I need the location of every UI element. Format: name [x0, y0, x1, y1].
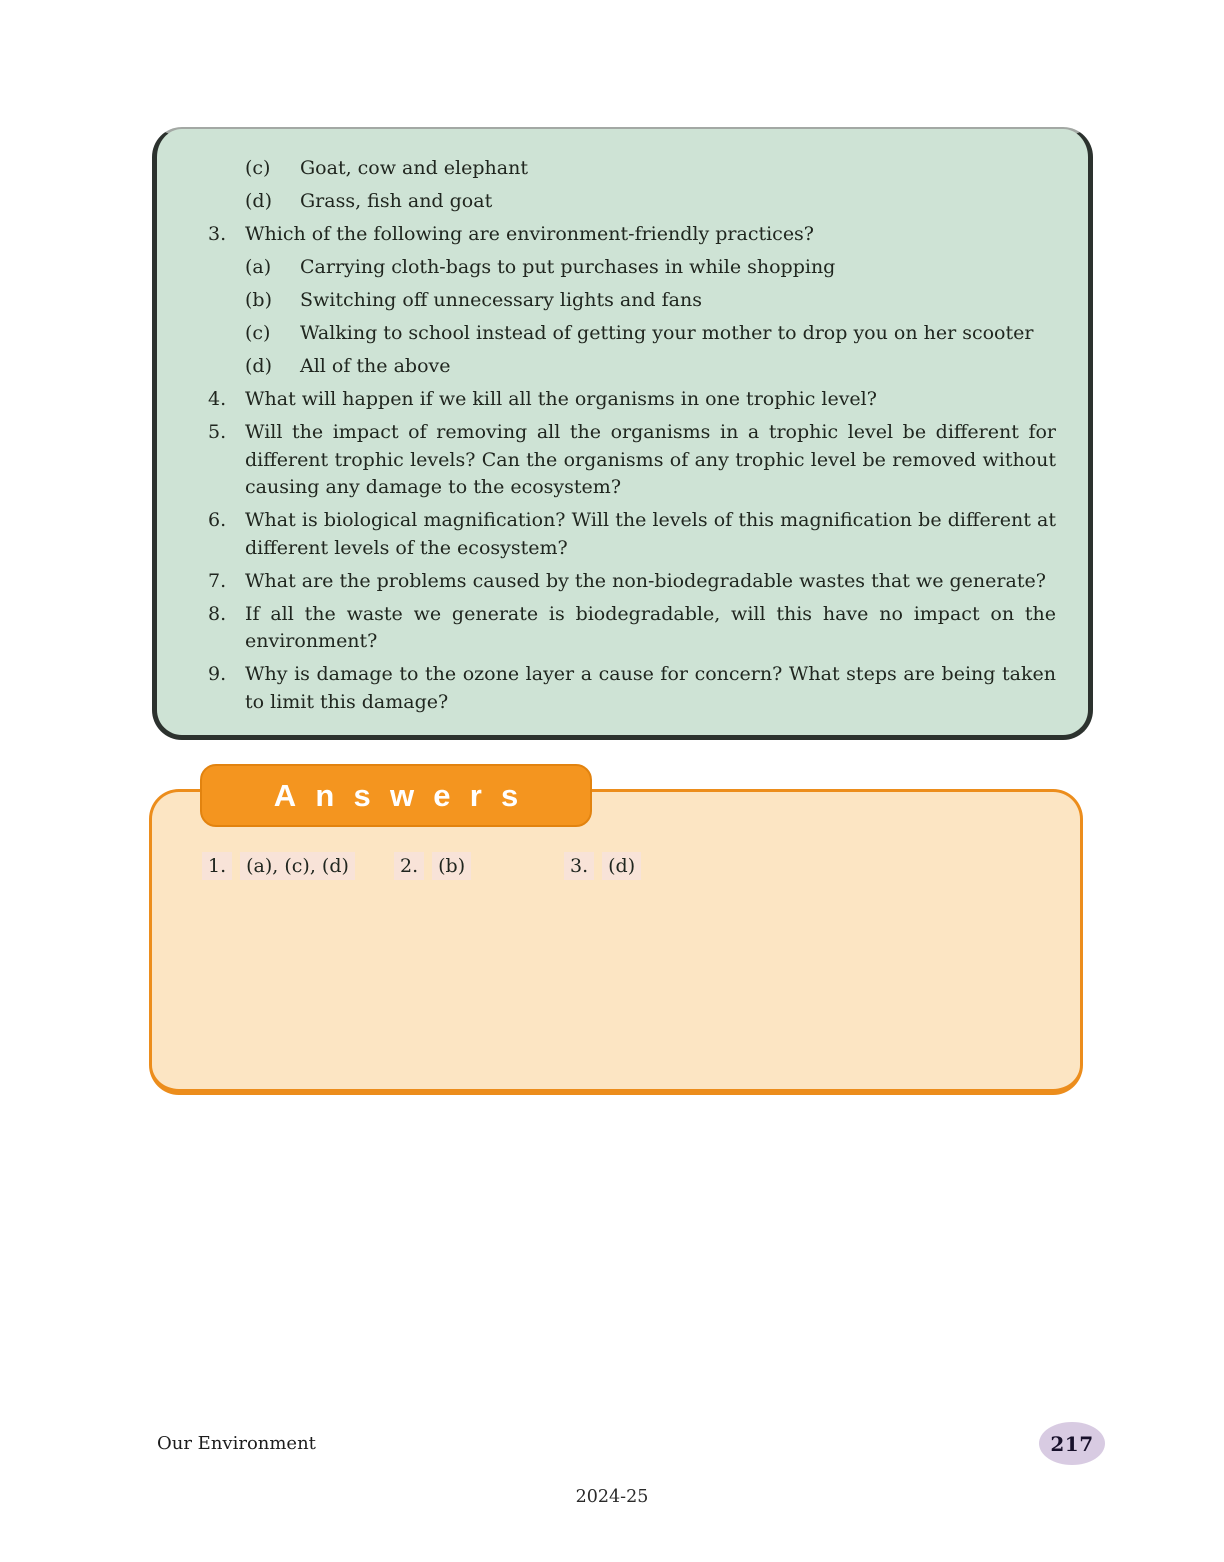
- option-label: (c): [245, 157, 271, 179]
- question-text: What is biological magnification? Will the levels of this magnification be different at different levels of the ecosystem?: [245, 509, 1056, 559]
- question-number: 5.: [208, 421, 227, 443]
- answer-item: [564, 855, 641, 877]
- footer-chapter-title: Our Environment: [157, 1433, 316, 1454]
- question-text: Which of the following are environment-friendly practices?: [245, 223, 814, 245]
- answer-text: (d): [602, 852, 641, 880]
- question-number: 6.: [208, 509, 227, 531]
- question-row: [208, 386, 1056, 414]
- question-number: 9.: [208, 663, 227, 685]
- answers-box: [149, 789, 1083, 1095]
- question-text: Will the impact of removing all the organisms in a trophic level be different for different trophic levels? Can the organisms of any trophic level be removed without causing any damage to the ecosystem?: [245, 421, 1056, 498]
- option-text: Grass, fish and goat: [300, 190, 493, 212]
- answers-tab-label: Answers: [273, 777, 538, 813]
- option-text: All of the above: [300, 355, 451, 377]
- exercise-questions-box: [152, 127, 1093, 740]
- option-row: [245, 353, 1056, 381]
- option-row: [245, 320, 1056, 348]
- question-text: If all the waste we generate is biodegradable, will this have no impact on the environment?: [245, 602, 1056, 652]
- option-row: [245, 188, 1056, 216]
- option-text: Switching off unnecessary lights and fans: [300, 289, 702, 311]
- option-text: Walking to school instead of getting your mother to drop you on her scooter: [300, 322, 1034, 344]
- option-label: (a): [245, 256, 272, 278]
- question-row: [208, 419, 1056, 502]
- answer-item: [202, 855, 355, 877]
- answer-text: (b): [432, 852, 471, 880]
- option-label: (c): [245, 322, 271, 344]
- question-row: [208, 661, 1056, 716]
- question-text: What will happen if we kill all the organisms in one trophic level?: [245, 388, 877, 410]
- question-row: [208, 601, 1056, 656]
- question-row: [208, 568, 1056, 596]
- option-text: Carrying cloth-bags to put purchases in while shopping: [300, 256, 836, 278]
- question-row: [208, 221, 1056, 249]
- page-number-badge: [1039, 1422, 1105, 1465]
- option-text: Goat, cow and elephant: [300, 157, 528, 179]
- option-row: [245, 287, 1056, 315]
- question-number: 8.: [208, 602, 227, 625]
- question-number: 3.: [208, 223, 227, 245]
- question-row: [208, 507, 1056, 562]
- question-text: What are the problems caused by the non-biodegradable wastes that we generate?: [245, 569, 1046, 592]
- answers-tab: [200, 764, 592, 827]
- option-row: [245, 155, 1056, 183]
- question-number: 7.: [208, 569, 227, 592]
- answer-item: [394, 855, 471, 877]
- option-label: (d): [245, 190, 272, 212]
- question-text: Why is damage to the ozone layer a cause for concern? What steps are being taken to limit this damage?: [245, 663, 1056, 713]
- footer-edition-year: 2024-25: [575, 1487, 649, 1507]
- answer-number: 3.: [564, 852, 594, 880]
- answer-number: 2.: [394, 852, 424, 880]
- page-number: 217: [1050, 1431, 1094, 1456]
- answer-number: 1.: [202, 852, 232, 880]
- answer-text: (a), (c), (d): [240, 852, 355, 880]
- option-row: [245, 254, 1056, 282]
- option-label: (b): [245, 289, 272, 311]
- option-label: (d): [245, 355, 272, 377]
- question-number: 4.: [208, 388, 227, 410]
